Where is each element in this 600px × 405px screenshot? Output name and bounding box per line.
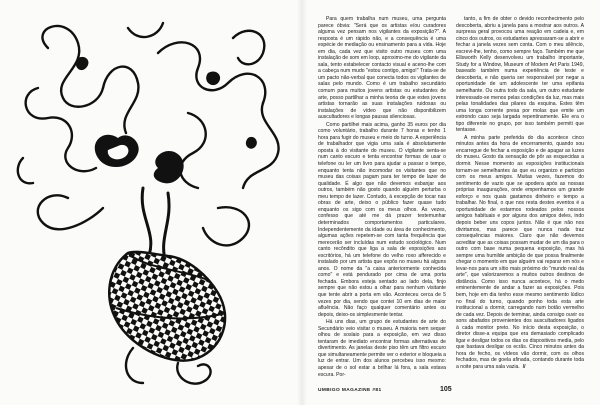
paragraph: Para quem trabalha num museu, uma pergunta parece óbvia: "Será que os artistas e/ou curadores alguma vez pensam nos vigilantes da exposição?". A resposta é um rápido não, e a consequência é uma espécie de mediação ou ensinamento para a vida. Hoje em dia, cada vez que visito outro museu com uma instalação de som em loop, aproximo-me do vigilante da sala, tento estabelecer contacto visual e aceno-lhe com a cabeça num mudo "estou contigo, amigo!" Trata-se de um pacto não-verbal que conecta todos os vigilantes de salas pelo mundo. Como é um trabalho secundário comum para muitos jovens artistas ou estudantes de arte, posso partilhar a minha teoria de que estes jovens artistas tornarão as suas instalações ruidosas ou instalações de vídeo que não disponibilizem auscultadores e longas pausas silenciosas.	[318, 16, 446, 121]
paragraph: Há uns dias, um grupo de estudantes de arte do Secundário veio visitar o museu. A maioria nem sequer olhou de soslaio para a exposição, em vez disso tentaram de imediato encontrar formas alternativas de divertimento. As janelas deste piso têm um filtro escuro que simultaneamente permite ver o exterior e bloqueia a luz de entrar. Um dos alunos percebeu isso mesmo: apesar de o sol estar a brilhar lá fora, a sala estava escura. Por-	[318, 319, 446, 378]
paragraph	[456, 135, 584, 371]
text-column-1	[318, 16, 446, 378]
paragraph: tanto, a fim de obter o devido reconhecimento pelo descoberta, abriu a janela para a mostrar aos outros. A surpresa geral provocou uma reação em cadeia e, em cinco dos outros, os estudantes apressaram-se a abrir e fechar a janela vezes sem conta. Com o meu silêncio, escrevi-lhe, tenho, como sempre faço. Também me que Ellsworth Kelly desenvolveu um trabalho importante, Study for a Window, Museum of Modern Art Paris 1949, baseado também numa experiência de teste e descoberta, e não queria ser responsável por negar a oportunidade de um adolescente ter uma epifania semelhante. Ou outra todo da sala, um outro estudante interessado-se menos pelas condições da luz, mas mais pelas tonalidades das pilares da esquina. Estes têm uma longa corrente presa por molas que emite um estrondo caso seja largada repentinamente. Ele era o tipo diferente no grupo, por isso também permiti que tentasse.	[456, 16, 584, 134]
paragraph-text: A minha parte preferida do dia acontece cinco minutos antes da hora de encerramento, quando sou encarregue de fechar a exposição e de apagar as luzes do museu. Gosto da sensação de pôr as esquecidas a dormir. Nesse momento as exposições institucionais tornam-se semelhantes às que eu organizo e participo com os meus amigos. Muitas vezes, fazemos do sentimento de vazio que se apodera após as nossas próprias inaugurações, onde empenhamos um grande esforço e nos quais gastamos dinheiro e tempo a trabalhar. No final, o que nos resta destes eventos é a oportunidade de estarmos rodeados pelos nossos amigos habituais e por alguns dos amigos deles, indo depois beber uns copos juntos. Não é que não nos divirtamos, mas parece que nunca nada traz consequências maiores. Claro que não devemos acreditar que as coisas possam mudar de um dia para o outro com base numa pequena exposição, mas há sempre uma humilde ambição de que possa finalmente chegar o momento em que alguém vai reparar em nós e levar-nos para um sítio mais próximo do "mundo real da arte", que valorizaremos a muitos outros destinos de distância. Como isso nunca acontece, há o medo eminentemente de andar a fazer as exposições. Pois bem, hoje em dia tenho esse mesmo sentimento lúdico no final do turno, quando ponho toda esta arte institucional a dormir, carregando num botão vermelho de cada vez. Depois de terminar, ainda consigo ouvir os sons abafados provenientes dos auscultadores ligados à cada monitor preto. No início desta exposição, o diretor disse-a equipa que era demasiado complicado ligar e desligar todos os dias os dispositivos media, pelo que bastava desligar os ecrãs. Cinco minutos antes da hora de fecho, os vídeos vão dormir, com os olhos fechados, mas de goela afinada, contando durante toda a noite para uma sala vazia.	[456, 134, 584, 370]
text-column-2	[456, 16, 584, 378]
paragraph: Como partilhei mais acima, ganho 35 euros por dia como voluntário, trabalho durante 7 horas e tenho 1 hora para fugir do museu e meio do turno. A experiência de trabalhador que vigia uma sala é absolutamente oposta à do visitante do museu. O vigilante senta-se num canto escuro e tenta encontrar formas de usar o telefone ou ler um livro para ajudar a passar o tempo, enquanto tenta não incomodar os visitantes que no museu das coisas pagam para ter tempo de lazer de qualidade. É algo que não devemos esbanjar aos outros, também não gosto quando alguém perturba o meu tempo de lazer. Contudo, à excepção de tocar nas obras de arte, deixo o público fazer quase tudo enquanto os sigo com os meus olhos. Às vezes, confesso que até me dá prazer testemunhar determinados comportamentos particulares. Independentemente da idade ou área de conhecimento, algumas ações repetem-se com tanta frequência que merecerão ser incluídas num estudo sociológico. Num canto recôndito que liga a sala de exposições aos escritórios, há um telefone do velho roxo afferecido e instalado por um artista que expôs no museu há alguns anos. O nome da "a caixa anteriormente conhecida como" e está pendurado por cima de uma porta fechada. Embora esteja sentado ao lado dela, finjo sempre que não estou a olhar para nenhum visitante que tente abrir a porta em vão. Aconteceu cerca de 5 vezes por dia, sendo que contei 10 em dias de maior afluência. Não faço qualquer comentário antes ou depois, deixo-os simplesmente tentar.	[318, 121, 446, 318]
page-gutter	[297, 0, 307, 405]
page-number: 105	[440, 386, 452, 393]
abstract-organic-figure-icon	[8, 18, 298, 398]
end-mark: //	[522, 363, 526, 370]
magazine-name: UMBIGO MAGAZINE #81	[318, 388, 382, 393]
